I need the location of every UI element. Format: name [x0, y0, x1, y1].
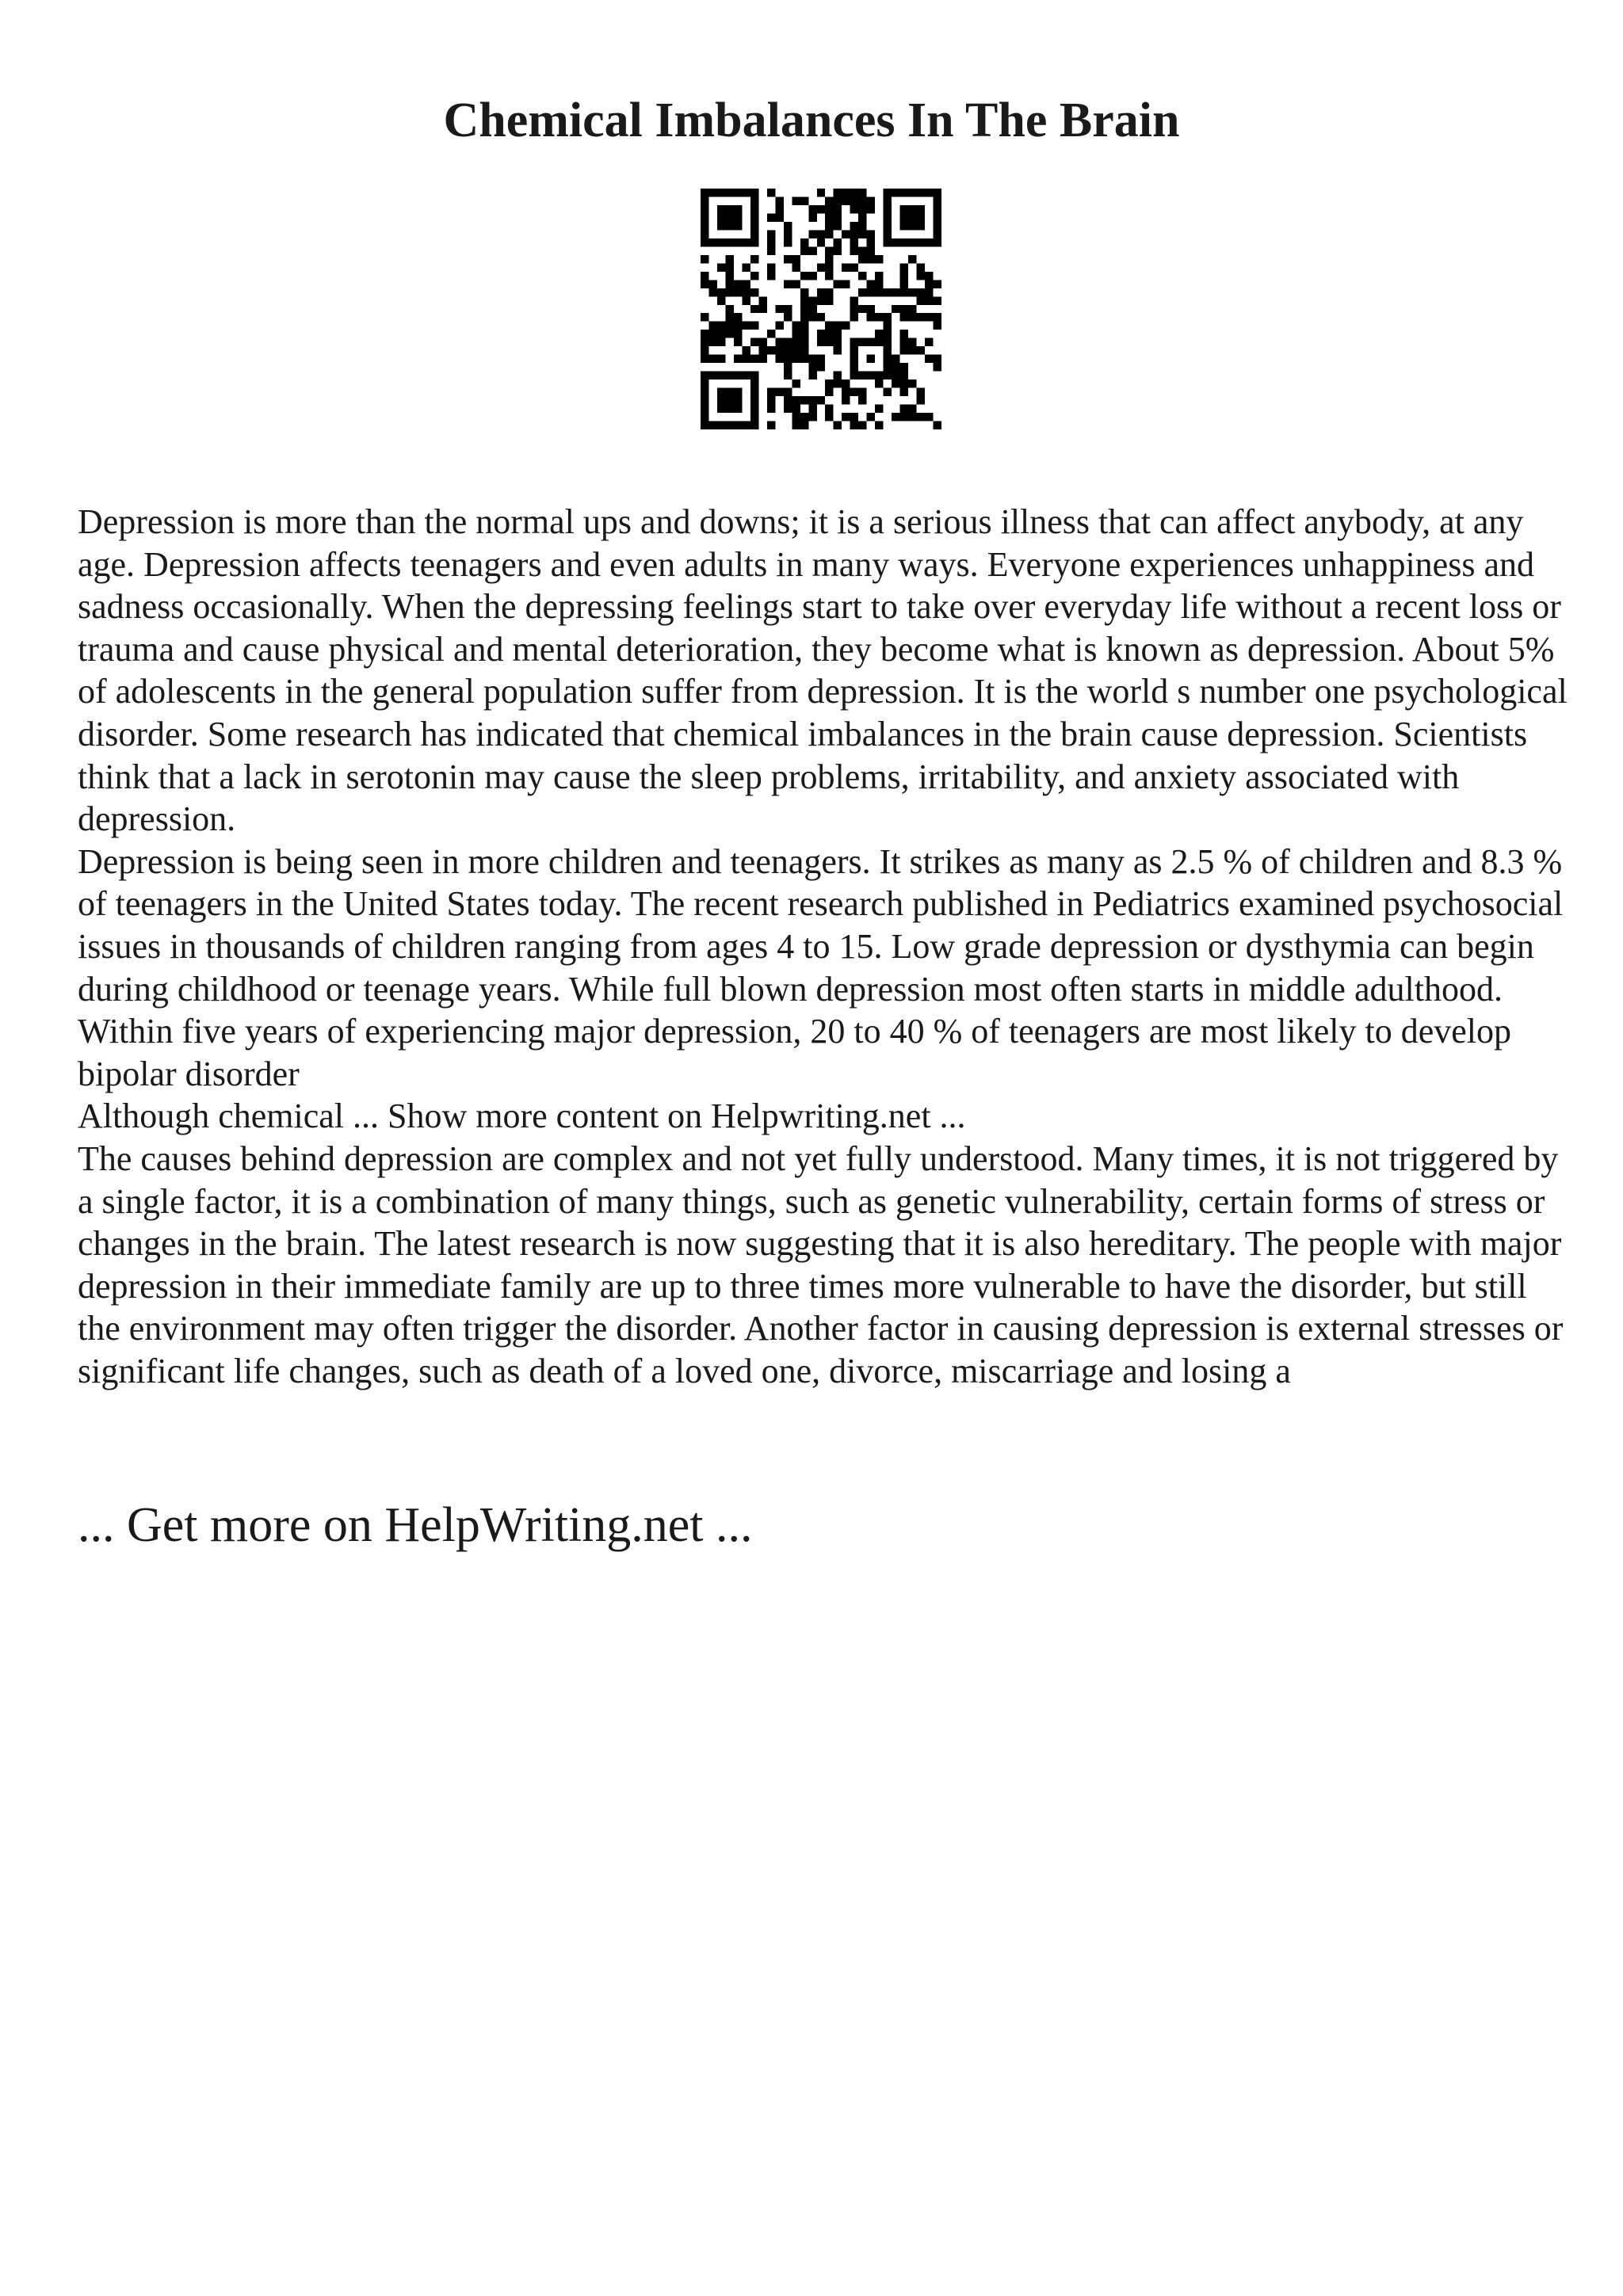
paragraph: Depression is being seen in more children and teenagers. It strikes as many as 2.5 % of children and 8.3 % of teenagers in the United States today. The recent research published in Pediatrics examined psychosocial issues in thousands of children ranging from ages 4 to 15. Low grade depression or dysthymia can begin during childhood or teenage years. While full blown depression most often starts in middle adulthood. Within five years of experiencing major depression, 20 to 40 % of teenagers are most likely to develop bipolar disorder	[78, 841, 1564, 1093]
article-body	[78, 501, 1568, 1392]
qr-code-modules	[701, 189, 941, 429]
qr-code-icon	[701, 189, 941, 429]
show-more-line[interactable]: Although chemical ... Show more content on Helpwriting.net ...	[78, 1097, 966, 1136]
paragraph: Depression is more than the normal ups and downs; it is a serious illness that can affect anybody, at any age. Depression affects teenagers and even adults in many ways. Everyone experiences unhappiness and sadness occasionally. When the depressing feelings start to take over everyday life without a recent loss or trauma and cause physical and mental deterioration, they become what is known as depression. About 5% of adolescents in the general population suffer from depression. It is the world s number one psychological disorder. Some research has indicated that chemical imbalances in the brain cause depression. Scientists think that a lack in serotonin may cause the sleep problems, irritability, and anxiety associated with depression.	[78, 502, 1568, 839]
get-more-link[interactable]: ... Get more on HelpWriting.net ...	[78, 1498, 753, 1552]
paragraph: The causes behind depression are complex and not yet fully understood. Many times, it is not triggered by a single factor, it is a combination of many things, such as genetic vulnerability, certain forms of stress or changes in the brain. The latest research is now suggesting that it is also hereditary. The people with major depression in their immediate family are up to three times more vulnerable to have the disorder, but still the environment may often trigger the disorder. Another factor in causing depression is external stresses or significant life changes, such as death of a loved one, divorce, miscarriage and losing a	[78, 1138, 1564, 1390]
document-title: Chemical Imbalances In The Brain	[443, 93, 1180, 147]
